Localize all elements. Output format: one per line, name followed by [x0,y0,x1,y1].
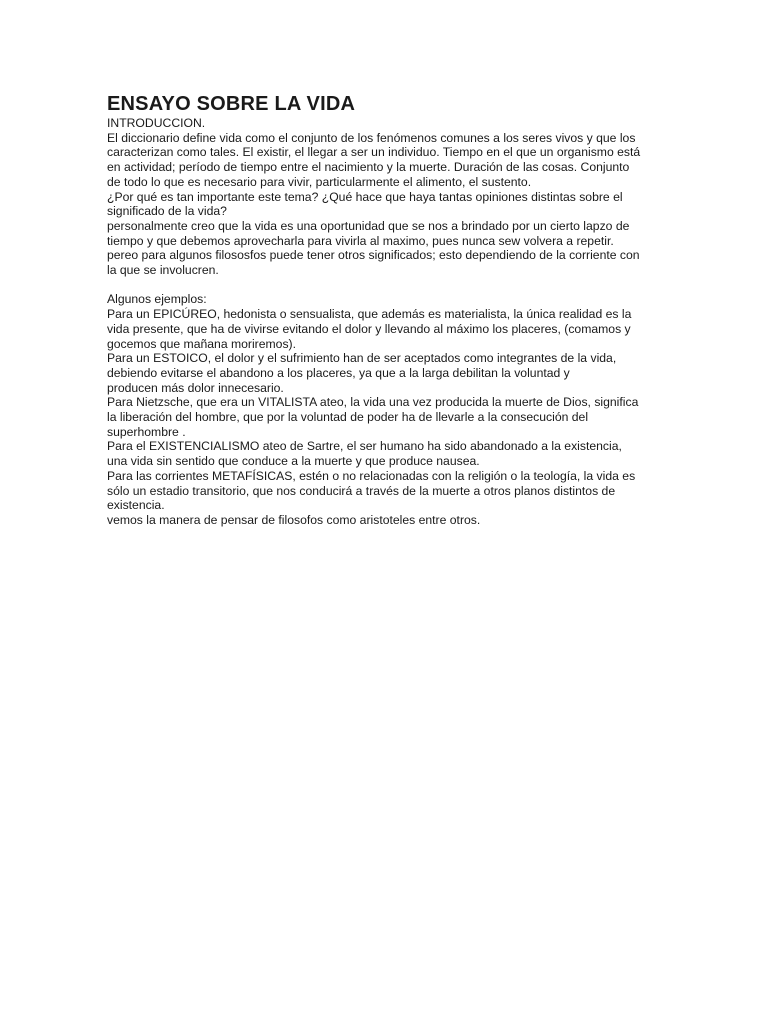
text-line: tiempo y que debemos aprovecharla para vivirla al maximo, pues nunca sew volvera a repetir. [107,233,614,248]
document-page [107,92,667,528]
text-line: vemos la manera de pensar de filosofos como aristoteles entre otros. [107,512,481,527]
text-line: de todo lo que es necesario para vivir, particularmente el alimento, el sustento. [107,174,532,189]
text-line: significado de la vida? [107,204,227,219]
text-line: superhombre . [107,424,186,439]
text-line: caracterizan como tales. El existir, el llegar a ser un individuo. Tiempo en el que un organismo está [107,145,641,160]
document-body [107,116,667,528]
text-line: El diccionario define vida como el conjunto de los fenómenos comunes a los seres vivos y que los [107,130,636,145]
text-line: Para un EPICÚREO, hedonista o sensualista, que además es materialista, la única realidad es la [107,307,632,322]
text-line: la que se involucren. [107,263,219,278]
text-line: Para un ESTOICO, el dolor y el sufrimiento han de ser aceptados como integrantes de la vida, [107,351,617,366]
text-line: gocemos que mañana moriremos). [107,336,296,351]
text-line: la liberación del hombre, que por la voluntad de poder ha de llevarle a la consecución del [107,410,589,425]
text-line: existencia. [107,498,165,513]
text-line: producen más dolor innecesario. [107,380,284,395]
text-line: una vida sin sentido que conduce a la muerte y que produce nausea. [107,454,480,469]
text-line: sólo un estadio transitorio, que nos conducirá a través de la muerte a otros planos distintos de [107,483,616,498]
text-line: debiendo evitarse el abandono a los placeres, ya que a la larga debilitan la voluntad y [107,365,570,380]
text-line: ¿Por qué es tan importante este tema? ¿Qué hace que haya tantas opiniones distintas sobre el [107,189,623,204]
text-line: pereo para algunos filososfos puede tener otros significados; esto dependiendo de la corriente con [107,248,640,263]
blank-line [107,278,667,293]
document-title: ENSAYO SOBRE LA VIDA [107,93,356,115]
text-line: Algunos ejemplos: [107,292,207,307]
text-line: en actividad; período de tiempo entre el nacimiento y la muerte. Duración de las cosas. Conjunto [107,160,630,175]
text-line: personalmente creo que la vida es una oportunidad que se nos a brindado por un cierto lapzo de [107,218,630,233]
text-line: Para las corrientes METAFÍSICAS, estén o no relacionadas con la religión o la teología, la vida es [107,468,636,483]
text-line: vida presente, que ha de vivirse evitando el dolor y llevando al máximo los placeres, (comamos y [107,321,631,336]
text-line: Para Nietzsche, que era un VITALISTA ateo, la vida una vez producida la muerte de Dios, significa [107,395,639,410]
text-line: INTRODUCCION. [107,116,206,130]
text-line: Para el EXISTENCIALISMO ateo de Sartre, el ser humano ha sido abandonado a la existencia, [107,439,622,454]
